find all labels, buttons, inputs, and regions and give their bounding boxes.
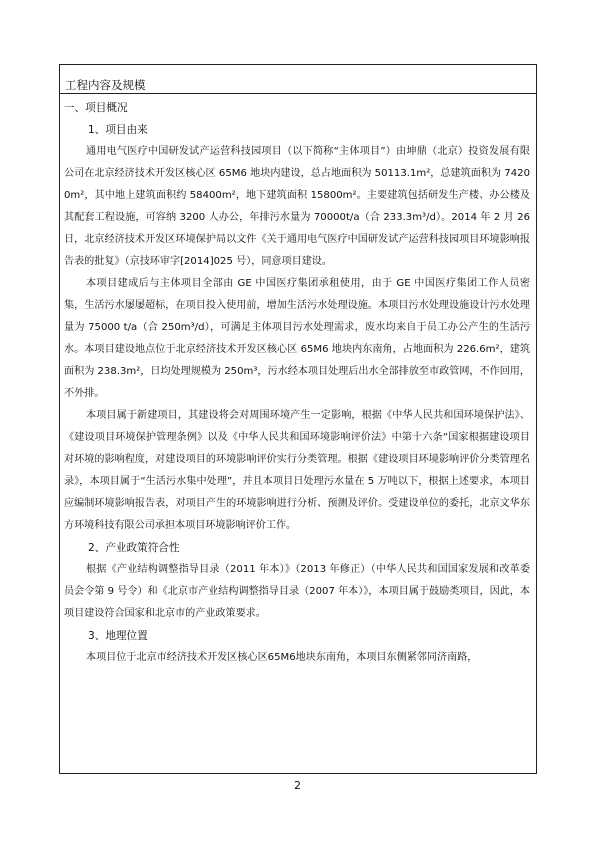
paragraph-origin: 通用电气医疗中国研发试产运营科技园项目（以下简称“主体项目”）由坤鼎（北京）投资发展有限公司在北京经济技术开发区核心区 65M6 地块内建设，总占地面积为 50113.1m²，总建筑面积为 74200m²，其中地上建筑面积约 58400m²，地下建筑面积 15800m²。主要建筑包括研发生产楼、办公楼及其配套工程设施，可容纳 3200 人办公，年排污水量为 70000t/a（合 233.3m³/d）。2014 年 2 月 26 日，北京经济技术开发区环境保护局以文件《关于通用电气医疗中国研发试产运营科技园项目环境影响报告表的批复》（京技环审字[2014]025 号），同意项目建设。: [64, 146, 530, 267]
table-heading: 工程内容及规模: [65, 78, 146, 92]
paragraph-assessment: 本项目属于新建项目，其建设将会对周围环境产生一定影响，根据《中华人民共和国环境保护法》、《建设项目环境保护管理条例》以及《中华人民共和国环境影响评价法》中第十六条“国家根据建设项目对环境的影响程度，对建设项目的环境影响评价实行分类管理。根据《建设项目环境影响评价分类管理名录》，本项目属于“生活污水集中处理”，并且本项目日处理污水量在 5 万吨以下，根据上述要求，本项目应编制环境影响报告表，对项目产生的环境影响进行分析、预测及评价。受建设单位的委托，北京文华东方环境科技有限公司承担本项目环境影响评价工作。: [64, 410, 530, 531]
table-body: [64, 97, 530, 669]
page-number: 2: [294, 779, 301, 792]
content-table: [59, 64, 537, 774]
table-divider: [60, 93, 536, 94]
subsection-location: 3、地理位置: [88, 630, 148, 642]
subsection-policy: 2、产业政策符合性: [88, 542, 180, 554]
paragraph-location: 本项目位于北京市经济技术开发区核心区65M6地块东南角，本项目东侧紧邻同济南路，: [86, 652, 478, 663]
section-title: 一、项目概况: [64, 102, 128, 114]
paragraph-policy: 根据《产业结构调整指导目录（2011 年本）》（2013 年修正）（中华人民共和国国家发展和改革委员会令第 9 号令）和《北京市产业结构调整指导目录（2007 年本）》，本项目属于鼓励类项目，因此，本项目建设符合国家和北京市的产业政策要求。: [64, 564, 530, 619]
paragraph-wastewater: 本项目建成后与主体项目全部由 GE 中国医疗集团承租使用，由于 GE 中国医疗集团工作人员密集，生活污水屡屡超标，在项目投入使用前，增加生活污水处理设施。本项目污水处理设施设计污水处理量为 75000 t/a（合 250m³/d），可满足主体项目污水处理需求，废水均来自于员工办公产生的生活污水。本项目建设地点位于北京经济技术开发区核心区 65M6 地块内东南角，占地面积为 226.6m²，建筑面积为 238.3m²，日均处理规模为 250m³，污水经本项目处理后出水全部排放至市政管网，不作回用，不外排。: [64, 278, 530, 399]
subsection-origin: 1、项目由来: [88, 124, 148, 136]
